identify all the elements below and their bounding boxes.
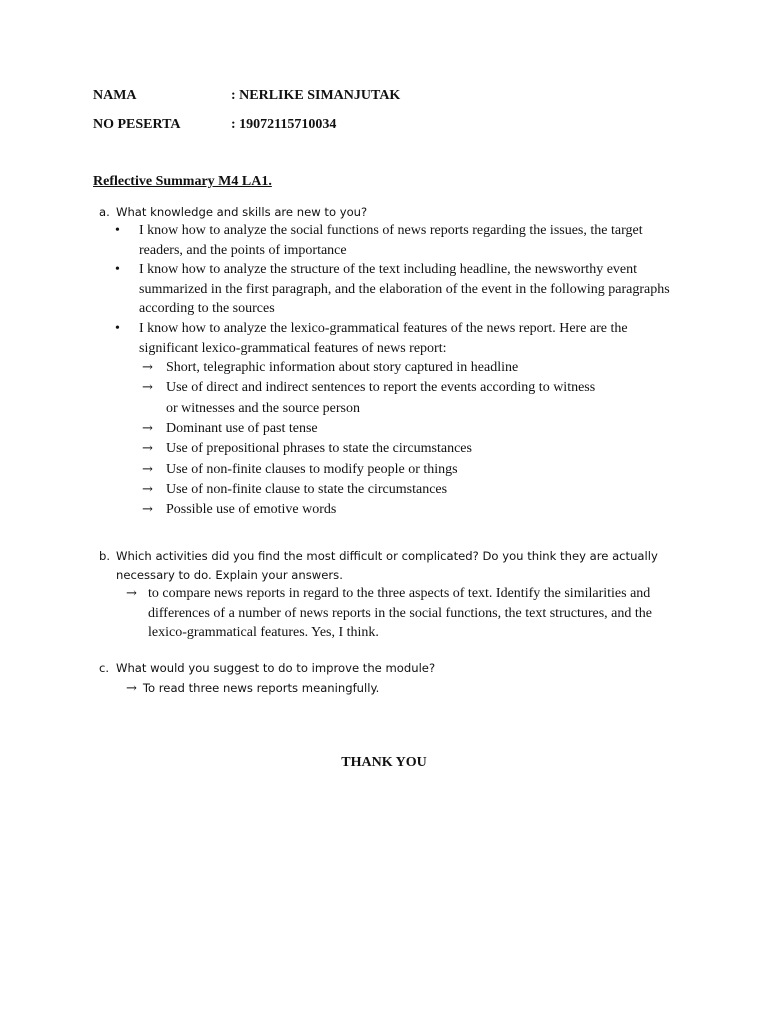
question-a-label: a. <box>99 205 110 219</box>
feature-item <box>139 439 683 459</box>
answer-c <box>126 679 379 698</box>
feature-text: Possible use of emotive words <box>166 502 337 518</box>
feature-item <box>139 460 683 480</box>
name-label: NAMA <box>93 88 137 103</box>
feature-text: Dominant use of past tense <box>166 421 318 437</box>
knowledge-list <box>113 221 683 521</box>
features-list <box>139 358 683 520</box>
answer-c-text: To read three news reports meaningfully. <box>142 681 380 695</box>
bullet-icon: • <box>115 320 120 336</box>
arrow-icon: → <box>142 360 153 376</box>
feature-text: Use of prepositional phrases to state the circumstances <box>166 441 472 457</box>
question-c <box>99 659 435 678</box>
question-b-label: b. <box>99 549 111 563</box>
feature-text: Use of non-finite clause to state the circumstances <box>166 481 448 497</box>
feature-item <box>139 480 683 500</box>
answer-b <box>126 584 686 643</box>
list-item-text: I know how to analyze the structure of the text including headline, the newsworthy event summarized in the first paragraph, and the elaboration of the event in the following paragraphs according to the sources <box>139 262 670 317</box>
participant-number-row <box>93 117 336 133</box>
arrow-icon: → <box>142 502 153 518</box>
bullet-icon: • <box>115 262 120 278</box>
name-value: : NERLIKE SIMANJUTAK <box>231 88 401 103</box>
arrow-icon: → <box>126 681 137 696</box>
feature-item <box>139 378 683 419</box>
feature-text: Use of non-finite clauses to modify people or things <box>166 461 458 477</box>
summary-title: Reflective Summary M4 LA1. <box>93 174 272 189</box>
question-b-text: Which activities did you find the most difficult or complicated? Do you think they are actually necessary to do. Explain your answers. <box>116 549 658 582</box>
list-item <box>113 260 683 319</box>
feature-text: Short, telegraphic information about story captured in headline <box>166 360 519 376</box>
feature-item <box>139 500 683 520</box>
answer-b-text: to compare news reports in regard to the three aspects of text. Identify the similarities and differences of a number of news reports in the social functions, the text structures, and the lexico-grammatical features. Yes, I think. <box>148 586 652 641</box>
name-row <box>93 88 400 104</box>
arrow-icon: → <box>126 586 137 601</box>
list-item <box>113 221 683 260</box>
arrow-icon: → <box>142 461 153 477</box>
arrow-icon: → <box>142 380 153 396</box>
list-item-text: I know how to analyze the social functions of news reports regarding the issues, the target readers, and the points of importance <box>139 223 643 258</box>
question-c-text: What would you suggest to do to improve the module? <box>116 661 436 675</box>
list-item-text: I know how to analyze the lexico-grammatical features of the news report. Here are the significant lexico-grammatical features of news report: <box>139 320 628 356</box>
participant-number-label: NO PESERTA <box>93 117 181 132</box>
question-a <box>99 203 367 222</box>
arrow-icon: → <box>142 441 153 457</box>
closing-text: THANK YOU <box>341 755 427 770</box>
feature-item <box>139 419 683 439</box>
participant-number-value: : 19072115710034 <box>231 117 337 132</box>
arrow-icon: → <box>142 421 153 437</box>
question-a-text: What knowledge and skills are new to you? <box>116 205 368 219</box>
feature-item <box>139 358 683 378</box>
list-item <box>113 319 683 521</box>
arrow-icon: → <box>142 481 153 497</box>
feature-text: Use of direct and indirect sentences to report the events according to witness or witnesses and the source person <box>166 380 606 416</box>
question-c-label: c. <box>99 661 110 675</box>
bullet-icon: • <box>115 223 120 238</box>
question-b <box>99 547 679 585</box>
